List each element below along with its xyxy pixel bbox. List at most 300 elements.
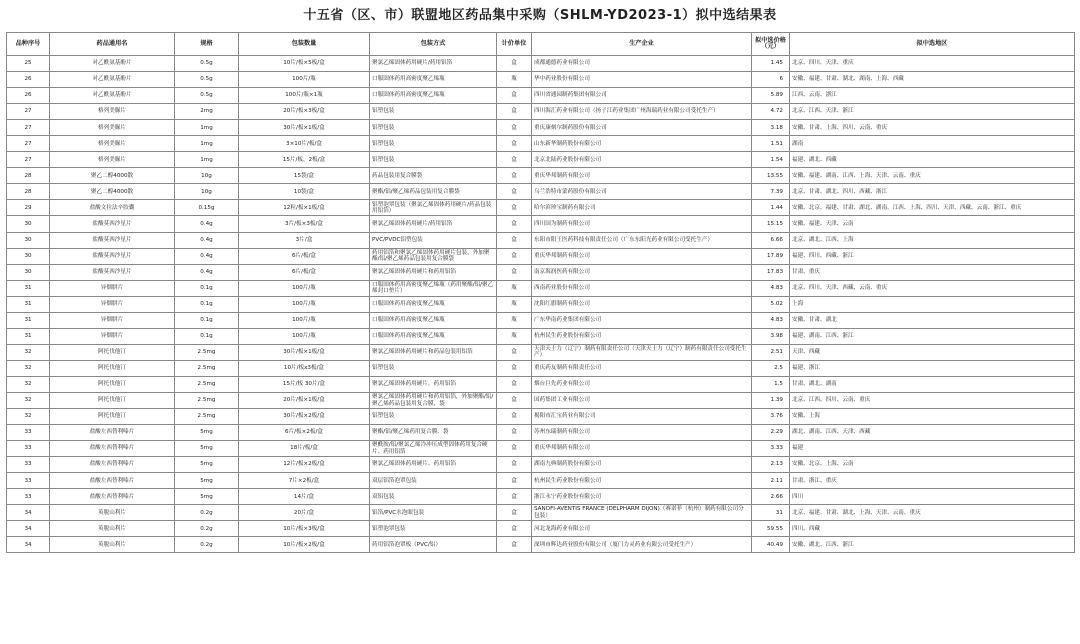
cell-regions: 安徽、甘肃、湖北 [790,312,1075,328]
cell-spec: 10g [175,184,239,200]
cell-pack-qty: 14片/盒 [239,489,370,505]
cell-pack-method: 聚氯乙烯固体药用硬片、药用铝箔 [370,457,497,473]
cell-manufacturer: 乌兰浩特市蒙药股份有限公司 [532,184,752,200]
cell-pack-method: 药品包装用复合膜袋 [370,168,497,184]
cell-unit: 盒 [497,216,532,232]
header-no: 品种序号 [7,33,50,56]
cell-pack-qty: 18片/板/盒 [239,441,370,457]
cell-drug-name: 阿托伐他汀 [50,376,175,392]
cell-spec: 5mg [175,457,239,473]
cell-no: 29 [7,200,50,216]
cell-spec: 2mg [175,104,239,120]
cell-pack-method: 铝塑包装 [370,152,497,168]
cell-drug-name: 盐酸左西替利嗪片 [50,489,175,505]
cell-unit: 盒 [497,537,532,553]
cell-drug-name: 异烟肼片 [50,280,175,296]
cell-price: 15.15 [752,216,790,232]
cell-pack-qty: 20片/盒 [239,505,370,521]
cell-no: 31 [7,280,50,296]
cell-price: 5.02 [752,296,790,312]
cell-regions: 北京、四川、天津、重庆 [790,56,1075,72]
cell-manufacturer: 重庆康刻尔制药股份有限公司 [532,120,752,136]
cell-spec: 0.4g [175,216,239,232]
cell-spec: 0.1g [175,312,239,328]
table-row [7,457,1075,473]
cell-no: 27 [7,104,50,120]
cell-pack-method: 聚氯乙烯固体药用硬片，药用铝箔 [370,376,497,392]
header-regions: 拟中选地区 [790,33,1075,56]
cell-no: 34 [7,505,50,521]
cell-pack-qty: 100片/瓶 [239,296,370,312]
cell-no: 31 [7,328,50,344]
cell-price: 2.11 [752,473,790,489]
cell-manufacturer: 重庆药友制药有限责任公司 [532,360,752,376]
cell-price: 3.76 [752,409,790,425]
cell-unit: 盒 [497,56,532,72]
cell-regions: 安徽、上海 [790,409,1075,425]
cell-price: 2.66 [752,489,790,505]
cell-spec: 1mg [175,120,239,136]
cell-regions: 福建、湖南、江西、浙江 [790,328,1075,344]
cell-manufacturer: 四川国为制药有限公司 [532,216,752,232]
cell-no: 32 [7,392,50,408]
cell-no: 34 [7,537,50,553]
cell-drug-name: 对乙酰氨基酚片 [50,56,175,72]
table-row [7,184,1075,200]
table-row [7,441,1075,457]
cell-spec: 0.4g [175,232,239,248]
cell-manufacturer: 成都通德药业有限公司 [532,56,752,72]
cell-manufacturer: 深圳市辉达药业股份有限公司（厦门力灵药业有限公司受托生产） [532,537,752,553]
cell-manufacturer: SANOFI-AVENTIS FRANCE (DELPHARM DIJON)（赛诺菲（杭州）制药有限公司分包装） [532,505,752,521]
cell-manufacturer: 杭州民生药业股份有限公司 [532,328,752,344]
cell-price: 4.72 [752,104,790,120]
cell-manufacturer: 北京北陆药业股份有限公司 [532,152,752,168]
cell-pack-method: 口服固体药用高密度聚乙烯瓶 [370,88,497,104]
table-row [7,296,1075,312]
header-manufacturer: 生产企业 [532,33,752,56]
table-row [7,120,1075,136]
cell-unit: 盒 [497,441,532,457]
cell-spec: 0.5g [175,56,239,72]
cell-regions: 安徽、北京、福建、甘肃、湖北、湖南、江西、上海、四川、天津、西藏、云南、浙江、重庆 [790,200,1075,216]
cell-price: 5.89 [752,88,790,104]
cell-unit: 瓶 [497,296,532,312]
cell-pack-qty: 10片/板×5板/盒 [239,56,370,72]
cell-spec: 0.1g [175,280,239,296]
cell-price: 2.29 [752,425,790,441]
cell-regions: 安徽、甘肃、上海、四川、云南、重庆 [790,120,1075,136]
cell-unit: 瓶 [497,312,532,328]
table-body [7,56,1075,553]
cell-spec: 0.1g [175,296,239,312]
cell-drug-name: 盐酸莫西沙星片 [50,216,175,232]
cell-pack-method: 铝箔/PVC水泡眼包装 [370,505,497,521]
cell-pack-qty: 12片/板×2板/盒 [239,457,370,473]
cell-regions: 北京、甘肃、湖北、四川、西藏、浙江 [790,184,1075,200]
cell-unit: 盒 [497,88,532,104]
cell-spec: 5mg [175,489,239,505]
header-unit: 计价单位 [497,33,532,56]
cell-pack-method: 聚酰胺/铝/聚氯乙烯冷冲压成型固体药用复合硬片、药用铝箔 [370,441,497,457]
cell-pack-qty: 3×10片/板/盒 [239,136,370,152]
cell-unit: 盒 [497,489,532,505]
cell-price: 17.83 [752,264,790,280]
cell-drug-name: 异烟肼片 [50,312,175,328]
cell-drug-name: 盐酸莫西沙星片 [50,264,175,280]
cell-pack-method: 聚氯乙烯固体药用硬片和药品包装用铝箔 [370,344,497,360]
cell-manufacturer: 湖南九典制药股份有限公司 [532,457,752,473]
cell-pack-method: 铝塑泡罩包装 [370,521,497,537]
table-row [7,489,1075,505]
cell-regions: 北京、福建、甘肃、湖北、上海、天津、云南、重庆 [790,505,1075,521]
table-row [7,104,1075,120]
cell-spec: 0.2g [175,505,239,521]
cell-price: 2.13 [752,457,790,473]
cell-drug-name: 聚乙二醇4000散 [50,184,175,200]
cell-manufacturer: 哈尔滨珍宝制药有限公司 [532,200,752,216]
table-row [7,72,1075,88]
cell-unit: 瓶 [497,328,532,344]
cell-price: 3.98 [752,328,790,344]
table-row [7,264,1075,280]
cell-regions: 福建 [790,441,1075,457]
cell-spec: 0.2g [175,537,239,553]
cell-drug-name: 英脱山利片 [50,537,175,553]
cell-pack-method: 铝塑泡罩包装（聚氯乙烯固体药用硬片/药品包装用铝箔） [370,200,497,216]
table-row [7,425,1075,441]
cell-price: 3.18 [752,120,790,136]
cell-unit: 瓶 [497,72,532,88]
header-spec: 规格 [175,33,239,56]
cell-unit: 盒 [497,136,532,152]
table-row [7,312,1075,328]
cell-manufacturer: 山东新华制药股份有限公司 [532,136,752,152]
cell-spec: 5mg [175,441,239,457]
cell-unit: 瓶 [497,280,532,296]
cell-regions: 安徽、福建、天津、云南 [790,216,1075,232]
cell-regions: 上海 [790,296,1075,312]
cell-pack-qty: 6片/板/盒 [239,264,370,280]
cell-pack-method: 铝塑包装 [370,120,497,136]
cell-no: 33 [7,441,50,457]
cell-regions: 天津、西藏 [790,344,1075,360]
cell-drug-name: 异烟肼片 [50,328,175,344]
table-row [7,216,1075,232]
table-row [7,392,1075,408]
cell-pack-method: 聚氯乙烯固体药用硬片/药用铝箔 [370,216,497,232]
cell-pack-qty: 3片/板×3板/盒 [239,216,370,232]
cell-unit: 盒 [497,104,532,120]
cell-manufacturer: 浙江永宁药业股份有限公司 [532,489,752,505]
cell-manufacturer: 国药集团工业有限公司 [532,392,752,408]
cell-no: 32 [7,376,50,392]
table-row [7,232,1075,248]
cell-pack-qty: 12粒/板×1板/盒 [239,200,370,216]
cell-regions: 福建、湖北、西藏 [790,152,1075,168]
cell-spec: 0.2g [175,521,239,537]
cell-drug-name: 盐酸莫西沙星片 [50,248,175,264]
cell-no: 32 [7,344,50,360]
cell-manufacturer: 华中药业股份有限公司 [532,72,752,88]
cell-regions: 湖北、湖南、江西、天津、西藏 [790,425,1075,441]
table-row [7,200,1075,216]
cell-manufacturer: 重庆华邦制药有限公司 [532,168,752,184]
cell-pack-qty: 30片/板×1板/盒 [239,120,370,136]
table-row [7,328,1075,344]
cell-regions: 福建、浙江 [790,360,1075,376]
table-row [7,409,1075,425]
cell-spec: 0.4g [175,264,239,280]
table-row [7,152,1075,168]
cell-unit: 盒 [497,521,532,537]
cell-no: 27 [7,136,50,152]
cell-price: 4.83 [752,312,790,328]
cell-spec: 10g [175,168,239,184]
cell-price: 6 [752,72,790,88]
cell-drug-name: 英脱山利片 [50,521,175,537]
cell-regions: 安徽、福建、湖南、江西、上海、天津、云南、重庆 [790,168,1075,184]
cell-pack-method: 药用铝箔和聚氯乙烯固体药用硬片包装，外加聚酯/铝/聚乙烯药品包装用复合膜袋 [370,248,497,264]
table-row [7,56,1075,72]
cell-no: 30 [7,216,50,232]
cell-unit: 盒 [497,152,532,168]
cell-drug-name: 盐酸左西替利嗪片 [50,425,175,441]
cell-pack-qty: 10片/板×2板/盒 [239,537,370,553]
cell-manufacturer: 揭阳市汇宝药业有限公司 [532,409,752,425]
cell-price: 17.89 [752,248,790,264]
cell-no: 30 [7,264,50,280]
cell-price: 2.5 [752,360,790,376]
cell-manufacturer: 河北龙海药业有限公司 [532,521,752,537]
cell-price: 1.54 [752,152,790,168]
cell-pack-qty: 100片/瓶 [239,328,370,344]
cell-no: 28 [7,168,50,184]
cell-manufacturer: 重庆华邦制药有限公司 [532,441,752,457]
cell-drug-name: 异烟肼片 [50,296,175,312]
table-row [7,473,1075,489]
cell-manufacturer: 广东华南药业集团有限公司 [532,312,752,328]
cell-manufacturer: 四川省通园制药集团有限公司 [532,88,752,104]
cell-price: 7.39 [752,184,790,200]
cell-price: 4.83 [752,280,790,296]
cell-pack-qty: 3片/盒 [239,232,370,248]
cell-no: 33 [7,457,50,473]
cell-pack-qty: 100片/瓶 [239,72,370,88]
cell-no: 32 [7,360,50,376]
cell-unit: 盒 [497,184,532,200]
cell-no: 30 [7,232,50,248]
cell-spec: 2.5mg [175,360,239,376]
cell-manufacturer: 南京海润医药有限公司 [532,264,752,280]
cell-manufacturer: 四川海汇药业有限公司（扬子江药业集团广州海瑞药业有限公司受托生产） [532,104,752,120]
cell-unit: 盒 [497,409,532,425]
cell-regions: 安徽、福建、甘肃、湖北、湖南、上海、西藏 [790,72,1075,88]
table-row [7,168,1075,184]
cell-manufacturer: 沈阳红旗制药有限公司 [532,296,752,312]
cell-pack-method: 双层铝箔泡罩包装 [370,473,497,489]
cell-regions: 北京、湖北、江西、上海 [790,232,1075,248]
cell-regions: 四川 [790,489,1075,505]
cell-pack-qty: 20片/板×3板/盒 [239,104,370,120]
cell-regions: 江西、云南、浙江 [790,88,1075,104]
cell-drug-name: 格列美脲片 [50,120,175,136]
cell-pack-method: 口服固体药用高密度聚乙烯瓶 [370,328,497,344]
cell-pack-method: 铝塑包装 [370,409,497,425]
cell-pack-method: 口服固体药用高密度聚乙烯瓶（药用聚酯/铝/聚乙烯封口垫片） [370,280,497,296]
header-drug-name: 药品通用名 [50,33,175,56]
cell-price: 13.55 [752,168,790,184]
cell-pack-qty: 15片/板，2板/盒 [239,152,370,168]
cell-price: 1.51 [752,136,790,152]
cell-pack-method: 聚氯乙烯固体药用硬片和药用铝箔 [370,264,497,280]
table-row [7,505,1075,521]
cell-pack-qty: 15片/板 30片/盒 [239,376,370,392]
cell-pack-qty: 10片/板x3板/盒 [239,360,370,376]
cell-pack-qty: 10片/板×3板/盒 [239,521,370,537]
cell-pack-method: 药用铝箔泡罩板（PVC/铝） [370,537,497,553]
cell-manufacturer: 苏州东瑞制药有限公司 [532,425,752,441]
cell-drug-name: 阿托伐他汀 [50,360,175,376]
table-row [7,537,1075,553]
table-row [7,88,1075,104]
cell-pack-method: 口服固体药用高密度聚乙烯瓶 [370,312,497,328]
cell-drug-name: 盐酸左西替利嗪片 [50,457,175,473]
cell-spec: 0.5g [175,72,239,88]
cell-pack-qty: 6片/板×2板/盒 [239,425,370,441]
cell-price: 2.51 [752,344,790,360]
cell-pack-method: 双铝包装 [370,489,497,505]
cell-spec: 2.5mg [175,392,239,408]
cell-pack-method: 口服固体药用高密度聚乙烯瓶 [370,72,497,88]
table-header [7,33,1075,56]
cell-unit: 盒 [497,425,532,441]
cell-manufacturer: 东阳市阳王医药科技有限责任公司（广东东阳光药业有限公司受托生产） [532,232,752,248]
cell-no: 27 [7,152,50,168]
cell-drug-name: 阿托伐他汀 [50,409,175,425]
cell-pack-method: PVC/PVDC铝塑包装 [370,232,497,248]
cell-unit: 盒 [497,473,532,489]
cell-unit: 盒 [497,360,532,376]
cell-unit: 盒 [497,457,532,473]
cell-pack-method: 聚氯乙烯固体药用硬片和药用铝箔，外加聚酯/铝/聚乙烯药品包装用复合膜、袋 [370,392,497,408]
cell-unit: 盒 [497,248,532,264]
table-row [7,344,1075,360]
cell-drug-name: 阿托伐他汀 [50,344,175,360]
results-table [6,32,1075,553]
cell-no: 30 [7,248,50,264]
cell-drug-name: 聚乙二醇4000散 [50,168,175,184]
cell-no: 26 [7,72,50,88]
cell-regions: 北京、江西、天津、浙江 [790,104,1075,120]
cell-regions: 北京、江西、四川、云南、重庆 [790,392,1075,408]
cell-no: 28 [7,184,50,200]
cell-spec: 2.5mg [175,409,239,425]
table-row [7,376,1075,392]
cell-unit: 盒 [497,376,532,392]
cell-no: 33 [7,425,50,441]
cell-pack-method: 铝塑包装 [370,360,497,376]
cell-drug-name: 盐酸左西替利嗪片 [50,473,175,489]
cell-spec: 0.4g [175,248,239,264]
cell-pack-qty: 100片/瓶 [239,312,370,328]
cell-drug-name: 盐酸文拉法辛胶囊 [50,200,175,216]
cell-no: 27 [7,120,50,136]
cell-spec: 2.5mg [175,344,239,360]
cell-regions: 北京、四川、天津、西藏、云南、重庆 [790,280,1075,296]
cell-price: 1.44 [752,200,790,216]
cell-spec: 1mg [175,136,239,152]
cell-price: 1.39 [752,392,790,408]
cell-unit: 盒 [497,168,532,184]
cell-spec: 1mg [175,152,239,168]
cell-pack-qty: 15袋/盒 [239,168,370,184]
cell-pack-method: 铝塑包装 [370,104,497,120]
header-pack-method: 包装方式 [370,33,497,56]
cell-drug-name: 对乙酰氨基酚片 [50,72,175,88]
cell-price: 3.33 [752,441,790,457]
cell-pack-method: 口服固体药用高密度聚乙烯瓶 [370,296,497,312]
cell-unit: 盒 [497,392,532,408]
cell-regions: 安徽、北京、上海、云南 [790,457,1075,473]
table-row [7,136,1075,152]
cell-unit: 盒 [497,264,532,280]
cell-regions: 福建、四川、西藏、浙江 [790,248,1075,264]
cell-drug-name: 英脱山利片 [50,505,175,521]
table-row [7,248,1075,264]
cell-spec: 0.15g [175,200,239,216]
cell-drug-name: 阿托伐他汀 [50,392,175,408]
cell-price: 59.55 [752,521,790,537]
cell-price: 31 [752,505,790,521]
cell-pack-qty: 7片×2板/盒 [239,473,370,489]
cell-regions: 湖南 [790,136,1075,152]
cell-drug-name: 格列美脲片 [50,136,175,152]
cell-manufacturer: 烟台巨先药业有限公司 [532,376,752,392]
header-price: 拟中选价格（元） [752,33,790,56]
cell-pack-qty: 10袋/盒 [239,184,370,200]
cell-regions: 甘肃、浙江、重庆 [790,473,1075,489]
cell-no: 25 [7,56,50,72]
cell-no: 33 [7,489,50,505]
cell-pack-method: 聚氯乙烯固体药用硬片/药用铝箔 [370,56,497,72]
cell-regions: 甘肃、湖北、湖南 [790,376,1075,392]
cell-spec: 5mg [175,473,239,489]
cell-unit: 盒 [497,505,532,521]
cell-unit: 盒 [497,200,532,216]
cell-regions: 安徽、湖北、江西、浙江 [790,537,1075,553]
cell-pack-qty: 30片/板×2板/盒 [239,409,370,425]
cell-unit: 盒 [497,344,532,360]
table-row [7,280,1075,296]
cell-spec: 0.5g [175,88,239,104]
cell-no: 32 [7,409,50,425]
cell-pack-qty: 20片/板×1板/盒 [239,392,370,408]
cell-pack-qty: 30片/板×1板/盒 [239,344,370,360]
cell-no: 31 [7,312,50,328]
cell-no: 33 [7,473,50,489]
cell-drug-name: 盐酸莫西沙星片 [50,232,175,248]
cell-drug-name: 格列美脲片 [50,152,175,168]
cell-no: 34 [7,521,50,537]
cell-manufacturer: 天津天士力（辽宁）制药有限责任公司（天津天士力（辽宁）制药有限责任公司受托生产） [532,344,752,360]
table-row [7,360,1075,376]
cell-unit: 盒 [497,232,532,248]
page-title: 十五省（区、市）联盟地区药品集中采购（SHLM-YD2023-1）拟中选结果表 [303,8,777,23]
cell-drug-name: 盐酸左西替利嗪片 [50,441,175,457]
cell-spec: 5mg [175,425,239,441]
cell-spec: 0.1g [175,328,239,344]
